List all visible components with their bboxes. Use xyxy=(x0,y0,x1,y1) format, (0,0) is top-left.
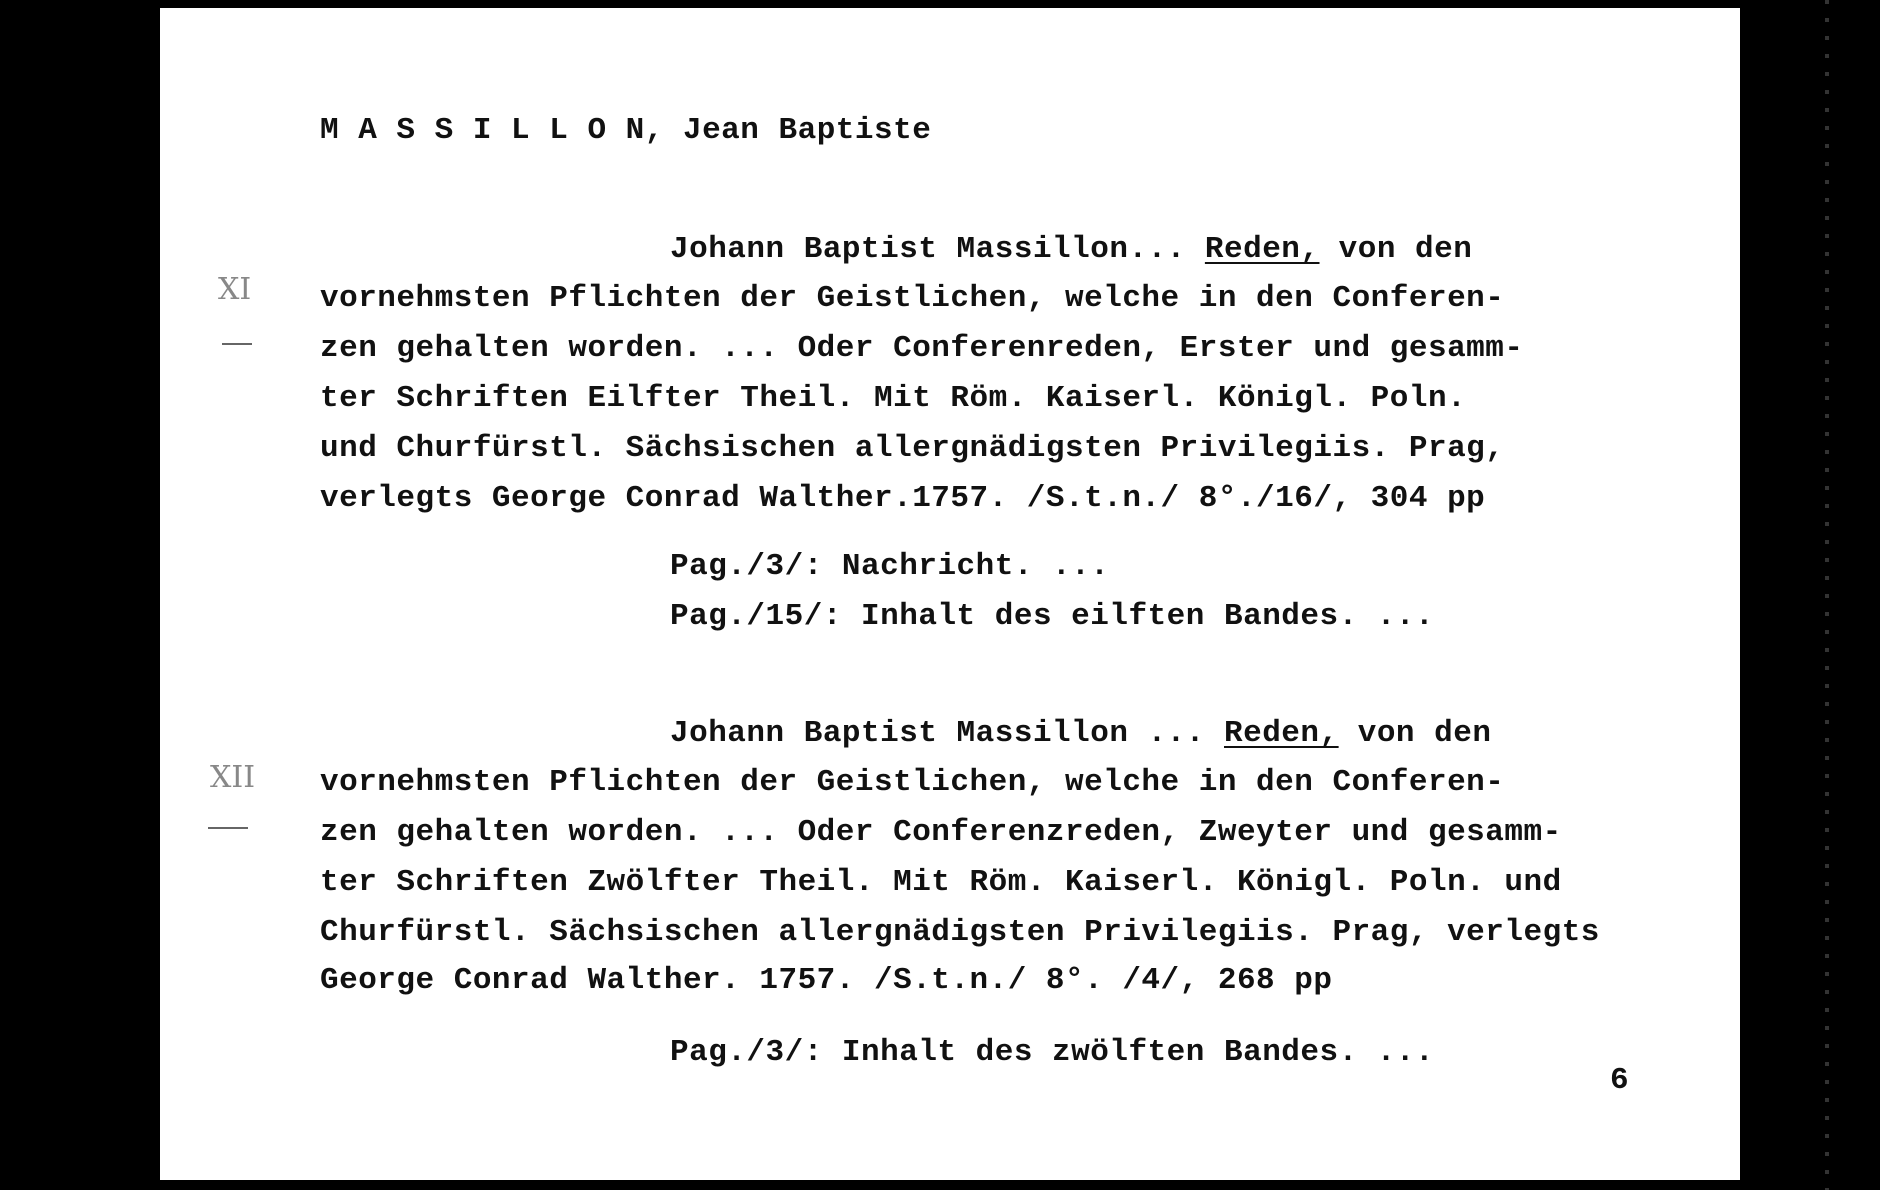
entry1-line1 xyxy=(670,232,1472,267)
card-number: 6 xyxy=(1610,1063,1629,1098)
author-surname: M A S S I L L O N xyxy=(320,113,645,148)
author-heading xyxy=(320,113,931,148)
entry1-pagination-note-2: Pag./15/: Inhalt des eilften Bandes. ... xyxy=(670,599,1435,634)
entry1-title: Reden, xyxy=(1204,232,1320,267)
entry2-title-continued: von den xyxy=(1338,716,1492,751)
catalog-card xyxy=(160,8,1740,1180)
scan-edge-artifact xyxy=(1825,0,1829,1190)
margin-note-volume-xi: XI xyxy=(218,272,252,307)
entry2-author: Johann Baptist Massillon ... xyxy=(670,716,1224,751)
entry2-line2: vornehmsten Pflichten der Geistlichen, welche in den Conferen- xyxy=(320,765,1505,800)
entry1-pagination-note-1: Pag./3/: Nachricht. ... xyxy=(670,549,1110,584)
entry1-author: Johann Baptist Massillon... xyxy=(670,232,1205,267)
entry1-line4: ter Schriften Eilfter Theil. Mit Röm. Kaiserl. Königl. Poln. xyxy=(320,381,1467,416)
margin-dash xyxy=(208,827,248,829)
entry1-imprint: verlegts George Conrad Walther.1757. /S.t.n./ 8°./16/, 304 pp xyxy=(320,481,1486,516)
entry2-imprint: George Conrad Walther. 1757. /S.t.n./ 8°. /4/, 268 pp xyxy=(320,963,1333,998)
entry2-title: Reden, xyxy=(1224,716,1339,751)
author-given-names: Jean Baptiste xyxy=(663,113,932,148)
heading-comma: , xyxy=(644,113,664,148)
margin-note-volume-xii: XII xyxy=(210,760,256,795)
entry1-title-continued: von den xyxy=(1319,232,1473,267)
entry2-line5: Churfürstl. Sächsischen allergnädigsten Privilegiis. Prag, verlegts xyxy=(320,915,1600,950)
entry1-line3: zen gehalten worden. ... Oder Conferenreden, Erster und gesamm- xyxy=(320,331,1524,366)
entry2-line4: ter Schriften Zwölfter Theil. Mit Röm. Kaiserl. Königl. Poln. und xyxy=(320,865,1562,900)
entry1-line2: vornehmsten Pflichten der Geistlichen, welche in den Conferen- xyxy=(320,281,1505,316)
entry2-line1 xyxy=(670,716,1491,751)
entry2-pagination-note-1: Pag./3/: Inhalt des zwölften Bandes. ... xyxy=(670,1035,1435,1070)
entry2-line3: zen gehalten worden. ... Oder Conferenzreden, Zweyter und gesamm- xyxy=(320,815,1562,850)
margin-dash xyxy=(222,343,252,345)
entry1-line5: und Churfürstl. Sächsischen allergnädigsten Privilegiis. Prag, xyxy=(320,431,1505,466)
